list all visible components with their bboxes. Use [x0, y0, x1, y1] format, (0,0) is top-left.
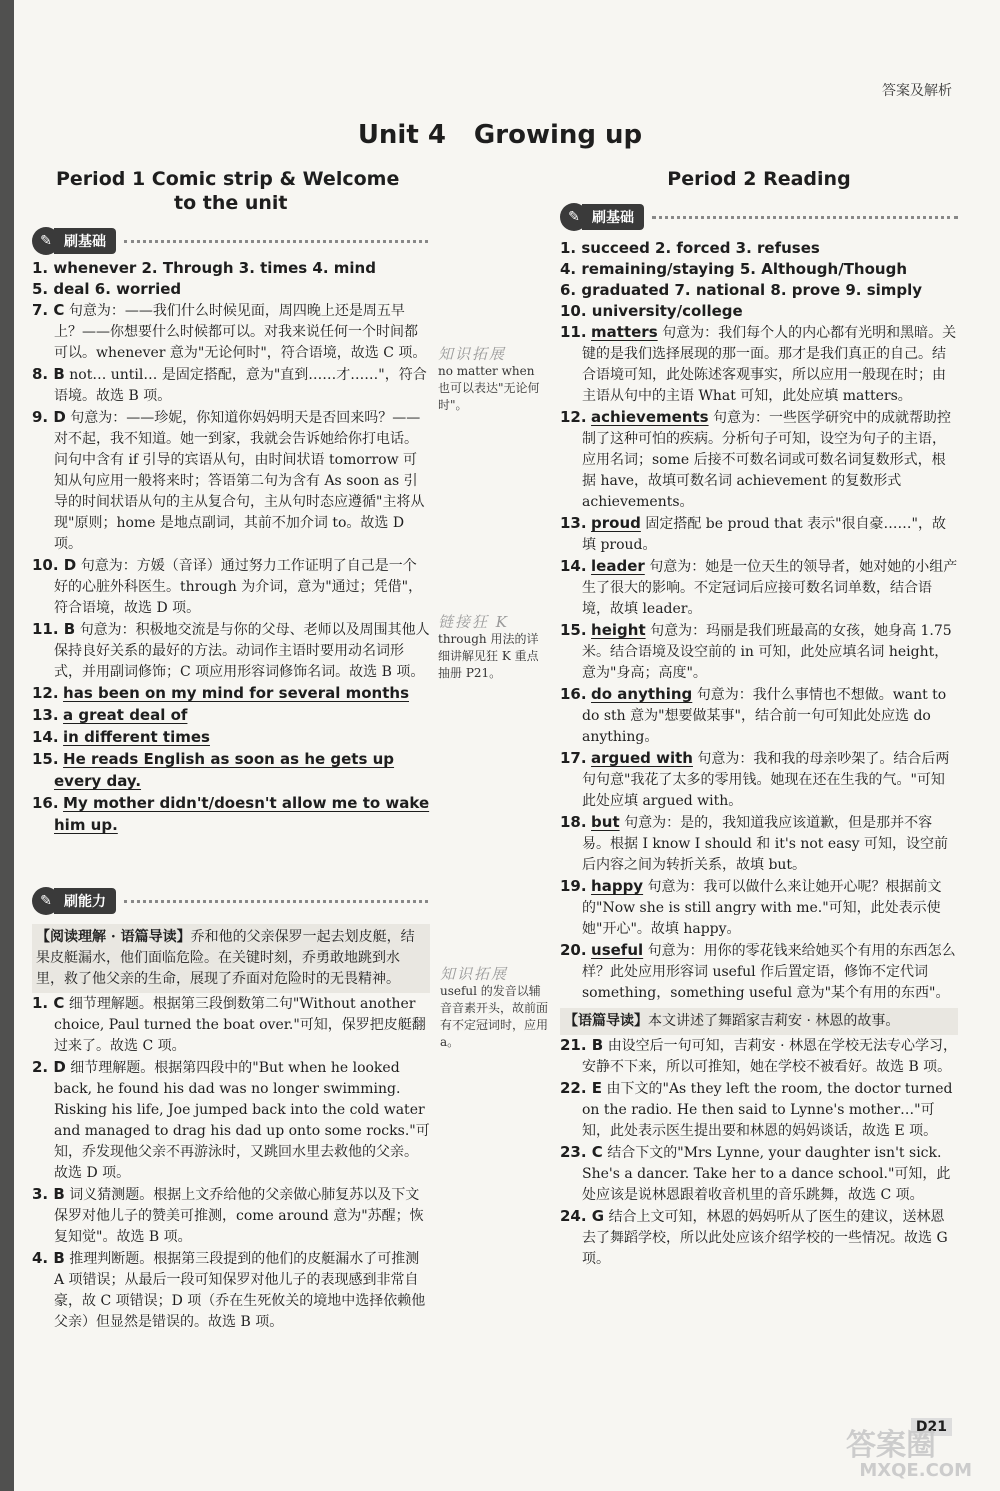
- fill-answer: but: [591, 813, 620, 831]
- page-edge-shadow: [0, 0, 14, 1491]
- answer-number: 11.: [560, 323, 587, 341]
- answer-explanation: 句意为：我们每个人的内心都有光明和黑暗。关键的是我们选择展现的那一面。那才是我们真正的自己。结合语境可知，此处陈述客观事实，所以应用一般现在时；由主语从句中的主语 What 可知，此处应填 matters。: [582, 325, 957, 404]
- banner-basic-right: [560, 202, 958, 232]
- answer-explanation: 句意为：我可以做什么来让她开心呢？根据前文的"Now she is still angry with me."可知，此处表示使她"开心"。故填 happy。: [582, 879, 942, 937]
- right-period-title: Period 2 Reading: [667, 168, 851, 190]
- right-explanations: [560, 322, 958, 1004]
- basic-line-2: 5. deal 6. worried: [32, 280, 182, 298]
- side-note-3: [440, 966, 550, 1051]
- answer-explanation: 词义猜测题。根据上文乔给他的父亲做心肺复苏以及下文保罗对他儿子的赞美可推测，come around 意为"苏醒；恢复知觉"。故选 B 项。: [54, 1187, 424, 1245]
- fill-item: [32, 683, 430, 705]
- answer-number: 18.: [560, 813, 587, 831]
- answer-number: 1. C: [32, 994, 65, 1012]
- banner-dots: [652, 216, 958, 219]
- answer-item: [32, 619, 430, 683]
- answer-explanation: 推理判断题。根据第三段提到的他们的皮艇漏水了可推测 A 项错误；从最后一段可知保罗对他儿子的表现感到非常自豪，故 C 项错误；D 项（乔在生死攸关的境地中选择依赖他父亲）但显然是错误的。故选 B 项。: [54, 1251, 426, 1330]
- answer-number: 17.: [560, 749, 587, 767]
- left-fill-answers: [32, 683, 430, 837]
- fill-item: [32, 793, 430, 837]
- fill-item: [32, 727, 430, 749]
- answer-item: [560, 1035, 958, 1078]
- right-column: [560, 238, 958, 1270]
- side-note-1: [438, 346, 548, 414]
- answer-item: [32, 407, 430, 555]
- answer-item: [560, 322, 958, 407]
- left-period-title: [56, 167, 416, 215]
- answer-item: [560, 684, 958, 748]
- fill-item: [32, 705, 430, 727]
- answer-number: 14.: [32, 728, 59, 746]
- reading-guide-text: 乔和他的父亲保罗一起去划皮艇，结果皮艇漏水，他们面临危险。在关键时刻，乔勇敢地跳到水里，救了他父亲的生命，展现了乔面对危险时的无畏精神。: [36, 929, 415, 987]
- answer-number: 15.: [32, 750, 59, 768]
- answer-number: 3. B: [32, 1185, 65, 1203]
- basic-line-2: 4. remaining/staying 5. Although/Though: [560, 260, 907, 278]
- answer-number: 20.: [560, 941, 587, 959]
- fill-answer: leader: [591, 557, 645, 575]
- left-period-line-1: Period 1 Comic strip & Welcome: [56, 168, 400, 190]
- notebook-icon: ✎: [32, 227, 60, 255]
- fill-answer: happy: [591, 877, 644, 895]
- answer-item: [560, 1142, 958, 1206]
- answer-item: [560, 876, 958, 940]
- left-explanations: [32, 300, 430, 683]
- answer-item: [560, 812, 958, 876]
- answer-explanation: 固定搭配 be proud that 表示"很自豪……"，故填 proud。: [582, 516, 946, 553]
- answer-item: [32, 1184, 430, 1248]
- banner-label: 刷能力: [54, 888, 116, 914]
- fill-answer: argued with: [591, 749, 693, 767]
- answer-number: 15.: [560, 621, 587, 639]
- answer-number: 14.: [560, 557, 587, 575]
- answer-explanation: 由设空后一句可知，吉莉安 · 林恩在学校无法专心学习，安静不下来，所以可推知，她在学校不被看好。故选 B 项。: [582, 1038, 958, 1075]
- answer-item: [32, 364, 430, 407]
- watermark-logo: 答案圈: [846, 1428, 936, 1463]
- answer-item: [560, 620, 958, 684]
- basic-line-4: 10. university/college: [560, 302, 743, 320]
- answer-explanation: 由下文的"As they left the room, the doctor turned on the radio. He then said to Lynne's mother…"可知，此处表示医生提出要和林恩的妈妈谈话，故选 E 项。: [582, 1081, 953, 1139]
- answer-number: 13.: [32, 706, 59, 724]
- answer-number: 4. B: [32, 1249, 65, 1267]
- notebook-icon: ✎: [560, 203, 588, 231]
- answer-explanation: 句意为：我什么事情也不想做。want to do sth 意为"想要做某事"，结合前一句可知此处应选 do anything。: [582, 687, 947, 745]
- answer-item: [32, 1057, 430, 1184]
- side-note-title: 知识拓展: [440, 965, 509, 983]
- answer-explanation: 句意为：积极地交流是与你的父母、老师以及周围其他人保持良好关系的最好的方法。动词作主语时要用动名词形式，并用副词修饰；C 项应用形容词修饰名词。故选 B 项。: [54, 622, 430, 680]
- answer-explanation: 句意为：——珍妮，你知道你妈妈明天是否回来吗？——对不起，我不知道。她一到家，我就会告诉她给你打电话。问句中含有 if 引导的宾语从句，由时间状语 tomorrow 可知从句应用一般将来时；答语第二句为含有 As soon as 引导的时间状语从句的主从复合句，主从句时态应遵循"主将从现"原则；home 是地点副词，其前不加介词 to。故选 D 项。: [54, 410, 425, 552]
- answer-number: 16.: [32, 794, 59, 812]
- answer-number: 24. G: [560, 1207, 605, 1225]
- fill-answer: has been on my mind for several months: [63, 684, 409, 702]
- answer-explanation: not… until… 是固定搭配，意为"直到……才……"，符合语境。故选 B 项。: [54, 367, 427, 404]
- answer-item: [560, 748, 958, 812]
- answer-explanation: 句意为：方媛（音译）通过努力工作证明了自己是一个好的心脏外科医生。through 为介词，意为"通过；凭借"，符合语境，故选 D 项。: [54, 558, 423, 616]
- unit-title: [0, 120, 1000, 150]
- answer-explanation: 句意为：——我们什么时候见面，周四晚上还是周五早上？——你想要什么时候都可以。对我来说任何一个时间都可以。whenever 意为"无论何时"，符合语境，故选 C 项。: [54, 303, 427, 361]
- answer-number: 19.: [560, 877, 587, 895]
- fill-answer: He reads English as soon as he gets up every day.: [54, 750, 395, 790]
- answer-number: 13.: [560, 514, 587, 532]
- fill-answer: useful: [591, 941, 644, 959]
- side-note-2: [438, 614, 548, 682]
- fill-answer: height: [591, 621, 646, 639]
- fill-answer: proud: [591, 514, 641, 532]
- header-tag: 答案及解析: [882, 83, 952, 99]
- answer-item: [32, 300, 430, 364]
- answer-number: 11. B: [32, 620, 76, 638]
- answer-number: 23. C: [560, 1143, 603, 1161]
- answer-explanation: 细节理解题。根据第三段倒数第二句"Without another choice, Paul turned the boat over."可知，保罗把皮艇翻过来了。故选 C 项。: [54, 996, 426, 1054]
- right-guide-label: 【语篇导读】: [564, 1013, 648, 1029]
- fill-answer: a great deal of: [63, 706, 188, 724]
- answer-explanation: 句意为：玛丽是我们班最高的女孩，她身高 1.75 米。结合语境及设空前的 in 可知，此处应填名词 height，意为"身高；高度"。: [582, 623, 952, 681]
- answer-explanation: 结合上文可知，林恩的妈妈听从了医生的建议，送林恩去了舞蹈学校，所以此处应该介绍学校的一些情况。故选 G 项。: [582, 1209, 948, 1267]
- answer-number: 8. B: [32, 365, 65, 383]
- side-note-text: no matter when 也可以表达"无论何时"。: [438, 364, 540, 412]
- left-ability-column: [32, 924, 430, 1333]
- answer-explanation: 句意为：是的，我知道我应该道歉，但是那并不容易。根据 I know I should 和 it's not easy 可知，设空前后内容之间为转折关系，故填 but。: [582, 815, 949, 873]
- right-reading-guide: [560, 1008, 958, 1035]
- fill-answer: in different times: [63, 728, 210, 746]
- answer-item: [560, 1078, 958, 1142]
- answer-explanation: 句意为：用你的零花钱来给她买个有用的东西怎么样？此处应用形容词 useful 作后置定语，修饰不定代词 something，something useful 意为"某个有用的东西"。: [582, 943, 956, 1001]
- banner-basic-left: [32, 226, 428, 256]
- answer-item: [560, 407, 958, 513]
- side-note-text: through 用法的详细讲解见狂 K 重点抽册 P21。: [438, 632, 539, 680]
- fill-answer: do anything: [591, 685, 693, 703]
- reading-guide: [32, 924, 430, 993]
- answer-number: 16.: [560, 685, 587, 703]
- answer-number: 12.: [560, 408, 587, 426]
- left-column: [32, 258, 430, 837]
- answer-number: 2. D: [32, 1058, 66, 1076]
- answer-explanation: 句意为：一些医学研究中的成就帮助控制了这种可怕的疾病。分析句子可知，设空为句子的主语，应用名词；some 后接不可数名词或可数名词复数形式，根据 have，故填可数名词 achievement 的复数形式 achievements。: [582, 410, 952, 510]
- answer-explanation: 细节理解题。根据第四段中的"But when he looked back, he found his dad was no longer swimming. Risking his life, Joe jumped back into the cold water and managed to drag his dad up onto some rocks."可知，乔发现他父亲不再游泳时，又跳回水里去救他的父亲。故选 D 项。: [54, 1060, 430, 1181]
- banner-label: 刷基础: [582, 204, 644, 230]
- unit-label: Unit 4: [357, 120, 446, 150]
- banner-dots: [124, 900, 428, 903]
- answer-item: [32, 555, 430, 619]
- answer-item: [32, 993, 430, 1057]
- notebook-icon: ✎: [32, 887, 60, 915]
- answer-item: [560, 940, 958, 1004]
- right-reading-answers: [560, 1035, 958, 1270]
- reading-guide-label: 【阅读理解 · 语篇导读】: [36, 929, 191, 945]
- answer-number: 22. E: [560, 1079, 603, 1097]
- fill-answer: matters: [591, 323, 658, 341]
- left-ability-answers: [32, 993, 430, 1333]
- left-period-line-2: to the unit: [174, 192, 288, 214]
- answer-item: [32, 1248, 430, 1333]
- side-note-text: useful 的发音以辅音音素开头，故前面有不定冠词时，应用 a。: [440, 984, 549, 1049]
- answer-explanation: 句意为：她是一位天生的领导者，她对她的小组产生了很大的影响。不定冠词后应接可数名词单数，结合语境，故填 leader。: [582, 559, 958, 617]
- fill-answer: achievements: [591, 408, 709, 426]
- answer-item: [560, 1206, 958, 1270]
- answer-item: [560, 556, 958, 620]
- answer-number: 12.: [32, 684, 59, 702]
- right-guide-text: 本文讲述了舞蹈家吉莉安 · 林恩的故事。: [648, 1013, 900, 1029]
- answer-number: 21. B: [560, 1036, 604, 1054]
- answer-number: 10. D: [32, 556, 77, 574]
- banner-dots: [124, 240, 428, 243]
- answer-number: 9. D: [32, 408, 66, 426]
- answer-explanation: 结合下文的"Mrs Lynne, your daughter isn't sick. She's a dancer. Take her to a dance school."可知，此处应该是说林恩跟着收音机里的音乐跳舞，故选 C 项。: [582, 1145, 951, 1203]
- answer-item: [560, 513, 958, 556]
- side-note-title: 链接狂 K: [438, 613, 509, 631]
- watermark-url: MXQE.COM: [859, 1460, 972, 1481]
- basic-line-3: 6. graduated 7. national 8. prove 9. simply: [560, 281, 923, 299]
- fill-item: [32, 749, 430, 793]
- page-number: D21: [911, 1418, 952, 1436]
- banner-label: 刷基础: [54, 228, 116, 254]
- answer-number: 7. C: [32, 301, 65, 319]
- unit-name: Growing up: [473, 120, 643, 150]
- banner-ability: [32, 886, 428, 916]
- side-note-title: 知识拓展: [438, 345, 507, 363]
- answer-explanation: 句意为：我和我的母亲吵架了。结合后两句句意"我花了太多的零用钱。她现在还在生我的气。"可知此处应填 argued with。: [582, 751, 950, 809]
- fill-answer: My mother didn't/doesn't allow me to wake him up.: [54, 794, 430, 834]
- basic-line-1: 1. whenever 2. Through 3. times 4. mind: [32, 259, 376, 277]
- basic-line-1: 1. succeed 2. forced 3. refuses: [560, 239, 820, 257]
